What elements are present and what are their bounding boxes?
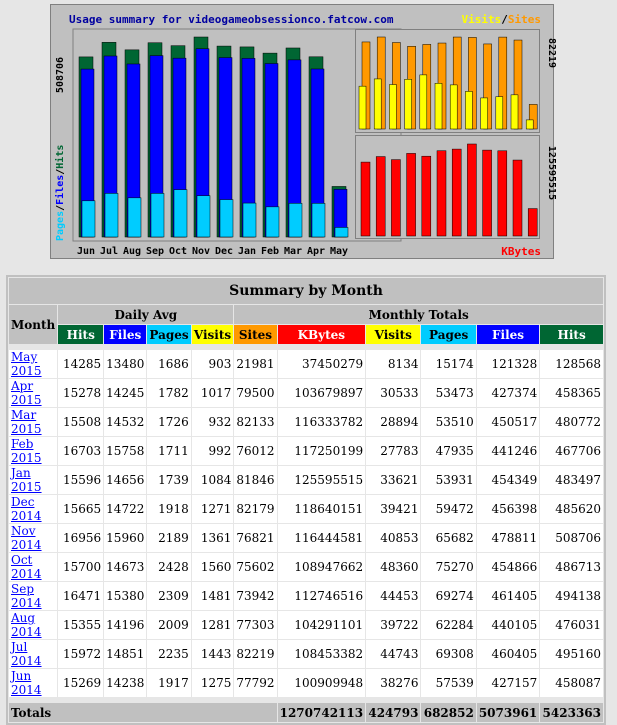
value-cell: 48360: [366, 553, 420, 581]
value-cell: 128568: [540, 350, 603, 378]
value-cell: 16703: [58, 437, 103, 465]
x-tick-label: Nov: [191, 246, 211, 257]
value-cell: 62284: [421, 611, 475, 639]
x-tick-label: May: [329, 246, 349, 257]
legend-sites: Sites: [507, 13, 541, 26]
kbytes-bar: [376, 157, 385, 236]
kbytes-bar: [407, 153, 416, 236]
value-cell: 28894: [366, 408, 420, 436]
value-cell: 53931: [421, 466, 475, 494]
value-cell: 76821: [234, 524, 276, 552]
summary-table-container: [6, 275, 606, 725]
table-row: [9, 669, 603, 697]
left-plot-frame: [73, 29, 401, 241]
legend-hits: Hits: [55, 144, 66, 169]
value-cell: 1281: [192, 611, 234, 639]
value-cell: 30533: [366, 379, 420, 407]
x-tick-label: Sep: [145, 246, 165, 257]
value-cell: 14285: [58, 350, 103, 378]
visits-bar: [526, 120, 533, 129]
col-header-hits-total: Hits: [540, 325, 603, 344]
value-cell: 427374: [477, 379, 539, 407]
month-link[interactable]: Jun 2014: [11, 669, 42, 697]
value-cell: 15960: [104, 524, 146, 552]
col-header-files-avg: Files: [104, 325, 146, 344]
x-tick-label: Mar: [283, 246, 303, 257]
table-row: [9, 408, 603, 436]
visits-bar: [389, 85, 396, 129]
x-tick-label: Jul: [99, 246, 119, 257]
value-cell: 39421: [366, 495, 420, 523]
value-cell: 15758: [104, 437, 146, 465]
value-cell: 495160: [540, 640, 603, 668]
value-cell: 458087: [540, 669, 603, 697]
value-cell: 82219: [234, 640, 276, 668]
value-cell: 14245: [104, 379, 146, 407]
value-cell: 44743: [366, 640, 420, 668]
value-cell: 81846: [234, 466, 276, 494]
value-cell: 14851: [104, 640, 146, 668]
pages-bar: [266, 207, 279, 237]
value-cell: 100909948: [278, 669, 366, 697]
pages-bar: [174, 190, 187, 237]
value-cell: 82179: [234, 495, 276, 523]
month-cell: [9, 611, 57, 639]
value-cell: 486713: [540, 553, 603, 581]
value-cell: 1443: [192, 640, 234, 668]
visits-bar: [374, 79, 381, 129]
visits-bar: [435, 83, 442, 129]
right-top-legend: [462, 13, 542, 26]
value-cell: 59472: [421, 495, 475, 523]
summary-title: Summary by Month: [9, 278, 603, 304]
value-cell: 116333782: [278, 408, 366, 436]
month-link[interactable]: Aug 2014: [11, 611, 42, 639]
value-cell: 932: [192, 408, 234, 436]
value-cell: 1782: [147, 379, 190, 407]
value-cell: 47935: [421, 437, 475, 465]
visits-bar: [481, 98, 488, 129]
visits-bar: [405, 79, 412, 129]
month-link[interactable]: May 2015: [11, 350, 42, 378]
value-cell: 14532: [104, 408, 146, 436]
value-cell: 485620: [540, 495, 603, 523]
value-cell: 456398: [477, 495, 539, 523]
value-cell: 125595515: [278, 466, 366, 494]
month-link[interactable]: Jan 2015: [11, 466, 42, 494]
value-cell: 15278: [58, 379, 103, 407]
value-cell: 75270: [421, 553, 475, 581]
kbytes-bar: [528, 209, 537, 236]
col-header-files-total: Files: [477, 325, 539, 344]
value-cell: 15355: [58, 611, 103, 639]
visits-bar: [496, 97, 503, 129]
value-cell: 8134: [366, 350, 420, 378]
value-cell: 103679897: [278, 379, 366, 407]
value-cell: 15174: [421, 350, 475, 378]
pages-bar: [151, 193, 164, 237]
value-cell: 108947662: [278, 553, 366, 581]
value-cell: 15665: [58, 495, 103, 523]
col-header-pages-total: Pages: [421, 325, 475, 344]
table-row: [9, 582, 603, 610]
chart-title: Usage summary for videogameobsessionco.fatcow.com: [69, 13, 394, 26]
pages-bar: [197, 196, 210, 237]
value-cell: 15380: [104, 582, 146, 610]
usage-chart-svg: [51, 5, 555, 260]
value-cell: 441246: [477, 437, 539, 465]
month-link[interactable]: Dec 2014: [11, 495, 42, 523]
value-cell: 116444581: [278, 524, 366, 552]
x-tick-label: Jan: [237, 246, 257, 257]
kbytes-bar: [498, 151, 507, 236]
month-cell: [9, 408, 57, 436]
value-cell: 427157: [477, 669, 539, 697]
kbytes-bar: [483, 150, 492, 236]
value-cell: 79500: [234, 379, 276, 407]
value-cell: 454866: [477, 553, 539, 581]
col-header-visits-total: Visits: [366, 325, 420, 344]
value-cell: 82133: [234, 408, 276, 436]
visits-bar: [420, 75, 427, 129]
table-row: [9, 466, 603, 494]
month-cell: [9, 524, 57, 552]
pages-bar: [105, 193, 118, 237]
value-cell: 15972: [58, 640, 103, 668]
visits-bar: [359, 86, 366, 129]
legend-files: Files: [55, 174, 66, 205]
total-cell: 5073961: [477, 703, 539, 722]
value-cell: 903: [192, 350, 234, 378]
month-link[interactable]: Apr 2015: [11, 379, 42, 407]
value-cell: 77792: [234, 669, 276, 697]
value-cell: 53473: [421, 379, 475, 407]
value-cell: 1686: [147, 350, 190, 378]
value-cell: 440105: [477, 611, 539, 639]
value-cell: 14238: [104, 669, 146, 697]
legend-slash-2: /: [55, 168, 66, 175]
value-cell: 461405: [477, 582, 539, 610]
value-cell: 1711: [147, 437, 190, 465]
value-cell: 483497: [540, 466, 603, 494]
month-link[interactable]: Jul 2014: [11, 640, 42, 668]
summary-table: [6, 275, 606, 725]
left-axis-legend: [54, 145, 66, 241]
value-cell: 27783: [366, 437, 420, 465]
table-row: [9, 524, 603, 552]
total-cell: 5423363: [540, 703, 603, 722]
value-cell: 104291101: [278, 611, 366, 639]
month-cell: [9, 495, 57, 523]
value-cell: 53510: [421, 408, 475, 436]
visits-bar: [511, 95, 518, 129]
value-cell: 467706: [540, 437, 603, 465]
pages-bar: [243, 203, 256, 237]
value-cell: 121328: [477, 350, 539, 378]
value-cell: 14673: [104, 553, 146, 581]
value-cell: 14722: [104, 495, 146, 523]
legend-slash-3: /: [501, 13, 508, 26]
kbytes-bar: [513, 160, 522, 236]
usage-chart: [50, 4, 557, 259]
value-cell: 69274: [421, 582, 475, 610]
table-row: [9, 640, 603, 668]
pages-bar: [82, 201, 95, 237]
col-header-visits-avg: Visits: [192, 325, 234, 344]
value-cell: 2189: [147, 524, 190, 552]
value-cell: 458365: [540, 379, 603, 407]
left-axis-max: 508706: [55, 56, 66, 94]
kbytes-bar: [467, 144, 476, 236]
col-header-pages-avg: Pages: [147, 325, 190, 344]
total-cell: 682852: [421, 703, 475, 722]
visits-bar: [450, 85, 457, 129]
value-cell: 1917: [147, 669, 190, 697]
month-link[interactable]: Oct 2014: [11, 553, 42, 581]
value-cell: 2235: [147, 640, 190, 668]
total-cell: 1270742113: [278, 703, 366, 722]
table-row: [9, 379, 603, 407]
value-cell: 1361: [192, 524, 234, 552]
value-cell: 454349: [477, 466, 539, 494]
month-link[interactable]: Mar 2015: [11, 408, 42, 436]
value-cell: 1017: [192, 379, 234, 407]
right-top-max: 82219: [546, 37, 557, 69]
value-cell: 478811: [477, 524, 539, 552]
value-cell: 1084: [192, 466, 234, 494]
total-cell: 424793: [366, 703, 420, 722]
col-header-sites-total: Sites: [234, 325, 276, 344]
daily-avg-header: Daily Avg: [58, 305, 233, 324]
pages-bar: [312, 203, 325, 237]
value-cell: 992: [192, 437, 234, 465]
value-cell: 494138: [540, 582, 603, 610]
month-link[interactable]: Nov 2014: [11, 524, 42, 552]
value-cell: 40853: [366, 524, 420, 552]
value-cell: 450517: [477, 408, 539, 436]
pages-bar: [335, 227, 348, 237]
table-row: [9, 350, 603, 378]
value-cell: 15700: [58, 553, 103, 581]
value-cell: 14196: [104, 611, 146, 639]
value-cell: 112746516: [278, 582, 366, 610]
value-cell: 460405: [477, 640, 539, 668]
kbytes-bar: [452, 149, 461, 236]
value-cell: 1275: [192, 669, 234, 697]
kbytes-bar: [361, 162, 370, 236]
value-cell: 13480: [104, 350, 146, 378]
legend-pages: Pages: [55, 210, 66, 241]
value-cell: 33621: [366, 466, 420, 494]
pages-bar: [128, 198, 141, 237]
value-cell: 38276: [366, 669, 420, 697]
totals-label: Totals: [9, 703, 277, 722]
value-cell: 16956: [58, 524, 103, 552]
kbytes-bar: [391, 160, 400, 236]
table-row: [9, 495, 603, 523]
kbytes-legend: KBytes: [501, 245, 541, 258]
legend-slash-1: /: [55, 204, 66, 211]
value-cell: 15596: [58, 466, 103, 494]
value-cell: 37450279: [278, 350, 366, 378]
value-cell: 108453382: [278, 640, 366, 668]
value-cell: 77303: [234, 611, 276, 639]
value-cell: 118640151: [278, 495, 366, 523]
month-cell: [9, 466, 57, 494]
value-cell: 44453: [366, 582, 420, 610]
value-cell: 2428: [147, 553, 190, 581]
monthly-totals-header: Monthly Totals: [234, 305, 603, 324]
value-cell: 1918: [147, 495, 190, 523]
value-cell: 21981: [234, 350, 276, 378]
value-cell: 69308: [421, 640, 475, 668]
month-cell: [9, 553, 57, 581]
value-cell: 480772: [540, 408, 603, 436]
kbytes-bar: [437, 151, 446, 236]
kbytes-bar: [422, 156, 431, 236]
month-cell: [9, 640, 57, 668]
value-cell: 2309: [147, 582, 190, 610]
x-tick-label: Aug: [122, 246, 142, 257]
value-cell: 2009: [147, 611, 190, 639]
col-header-kbytes-total: KBytes: [278, 325, 366, 344]
month-header: Month: [9, 305, 57, 344]
x-tick-label: Oct: [168, 246, 188, 257]
value-cell: 75602: [234, 553, 276, 581]
value-cell: 14656: [104, 466, 146, 494]
pages-bar: [220, 200, 233, 237]
value-cell: 73942: [234, 582, 276, 610]
month-cell: [9, 669, 57, 697]
value-cell: 1271: [192, 495, 234, 523]
month-cell: [9, 582, 57, 610]
value-cell: 1560: [192, 553, 234, 581]
x-tick-label: Apr: [306, 246, 326, 257]
value-cell: 476031: [540, 611, 603, 639]
col-header-hits-avg: Hits: [58, 325, 103, 344]
month-cell: [9, 379, 57, 407]
x-tick-label: Feb: [260, 246, 280, 257]
value-cell: 16471: [58, 582, 103, 610]
x-tick-label: Dec: [214, 246, 234, 257]
month-link[interactable]: Sep 2014: [11, 582, 42, 610]
value-cell: 1726: [147, 408, 190, 436]
right-bottom-max: 125595515: [546, 145, 557, 201]
x-tick-label: Jun: [76, 246, 96, 257]
month-cell: [9, 437, 57, 465]
pages-bar: [289, 203, 302, 237]
value-cell: 57539: [421, 669, 475, 697]
month-link[interactable]: Feb 2015: [11, 437, 42, 465]
table-row: [9, 437, 603, 465]
month-cell: [9, 350, 57, 378]
value-cell: 117250199: [278, 437, 366, 465]
table-row: [9, 553, 603, 581]
legend-visits: Visits: [461, 13, 502, 26]
value-cell: 39722: [366, 611, 420, 639]
value-cell: 65682: [421, 524, 475, 552]
value-cell: 508706: [540, 524, 603, 552]
value-cell: 15269: [58, 669, 103, 697]
value-cell: 1739: [147, 466, 190, 494]
value-cell: 76012: [234, 437, 276, 465]
value-cell: 1481: [192, 582, 234, 610]
value-cell: 15508: [58, 408, 103, 436]
table-row: [9, 611, 603, 639]
visits-bar: [465, 91, 472, 129]
